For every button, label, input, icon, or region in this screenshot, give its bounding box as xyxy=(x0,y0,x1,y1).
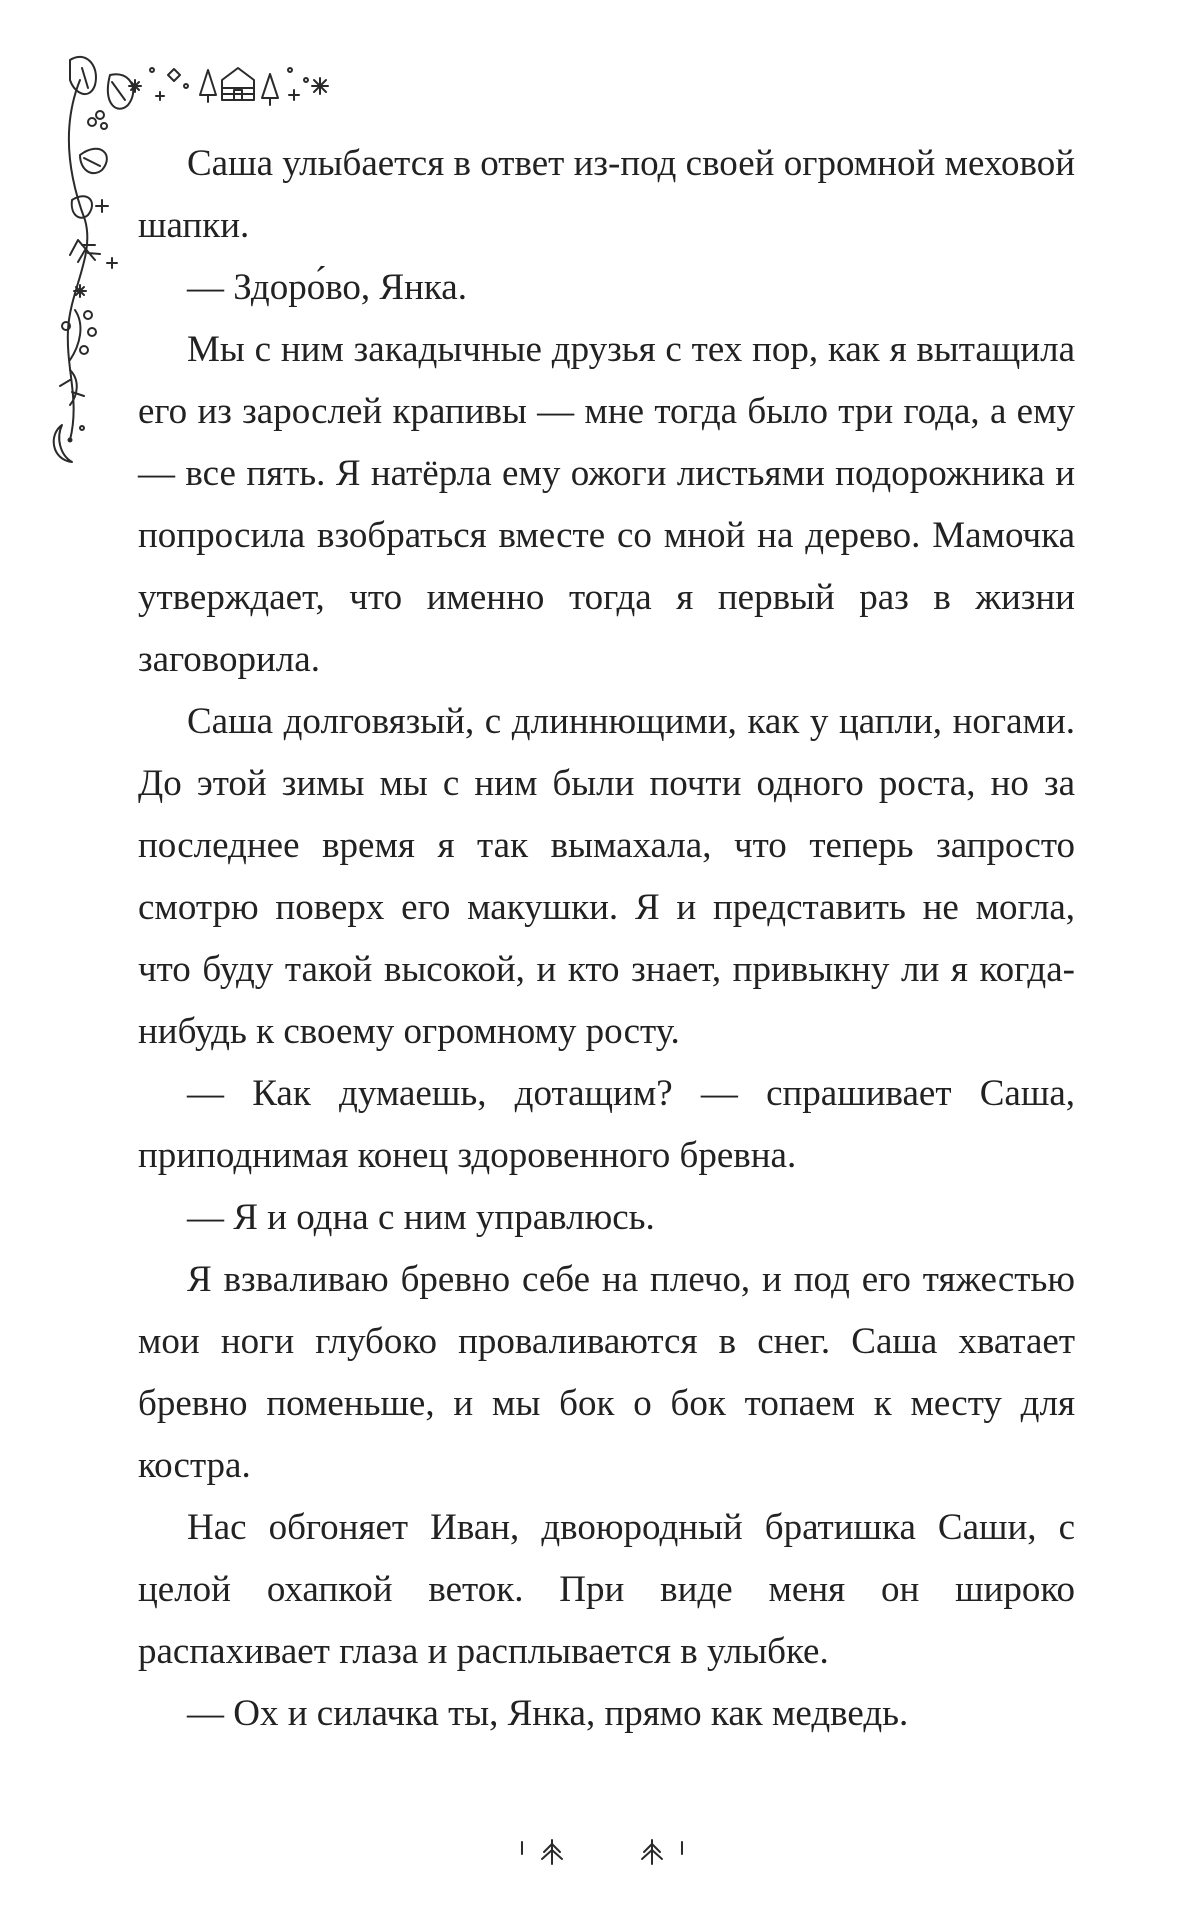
paragraph: Нас обгоняет Иван, двоюродный братишка Саши, с целой охапкой веток. При виде меня он широко распахивает глаза и расплывается в улыбке. xyxy=(138,1507,1075,1672)
pine-trees-icon xyxy=(0,1832,1200,1872)
dialogue-line: — Здоро́во, Янка. xyxy=(187,267,467,308)
paragraph: Саша улыбается в ответ из-под своей огромной меховой шапки. xyxy=(138,143,1075,246)
paragraph: Мы с ним закадычные друзья с тех пор, как я вытащила его из зарослей крапивы — мне тогда было три года, а ему — все пять. Я натёрла ему ожоги листьями подорожника и попросила взобраться вместе со мной на дерево. Мамочка утверждает, что именно тогда я первый раз в жизни заговорила. xyxy=(138,329,1075,680)
dialogue-line: — Я и одна с ним управлюсь. xyxy=(187,1197,655,1238)
dialogue-line: — Ох и силачка ты, Янка, прямо как медведь. xyxy=(187,1693,909,1734)
body-text xyxy=(138,133,1075,1745)
paragraph: Я взваливаю бревно себе на плечо, и под его тяжестью мои ноги глубоко проваливаются в снег. Саша хватает бревно поменьше, и мы бок о бок топаем к месту для костра. xyxy=(138,1259,1075,1486)
dialogue-line: — Как думаешь, дотащим? — спрашивает Саша, приподнимая конец здоровенного бревна. xyxy=(138,1073,1075,1176)
paragraph: Саша долговязый, с длиннющими, как у цапли, ногами. До этой зимы мы с ним были почти одного роста, но за последнее время я так вымахала, что теперь запросто смотрю поверх его макушки. Я и представить не могла, что буду такой высокой, и кто знает, привыкну ли я когда-нибудь к своему огромному росту. xyxy=(138,701,1075,1052)
